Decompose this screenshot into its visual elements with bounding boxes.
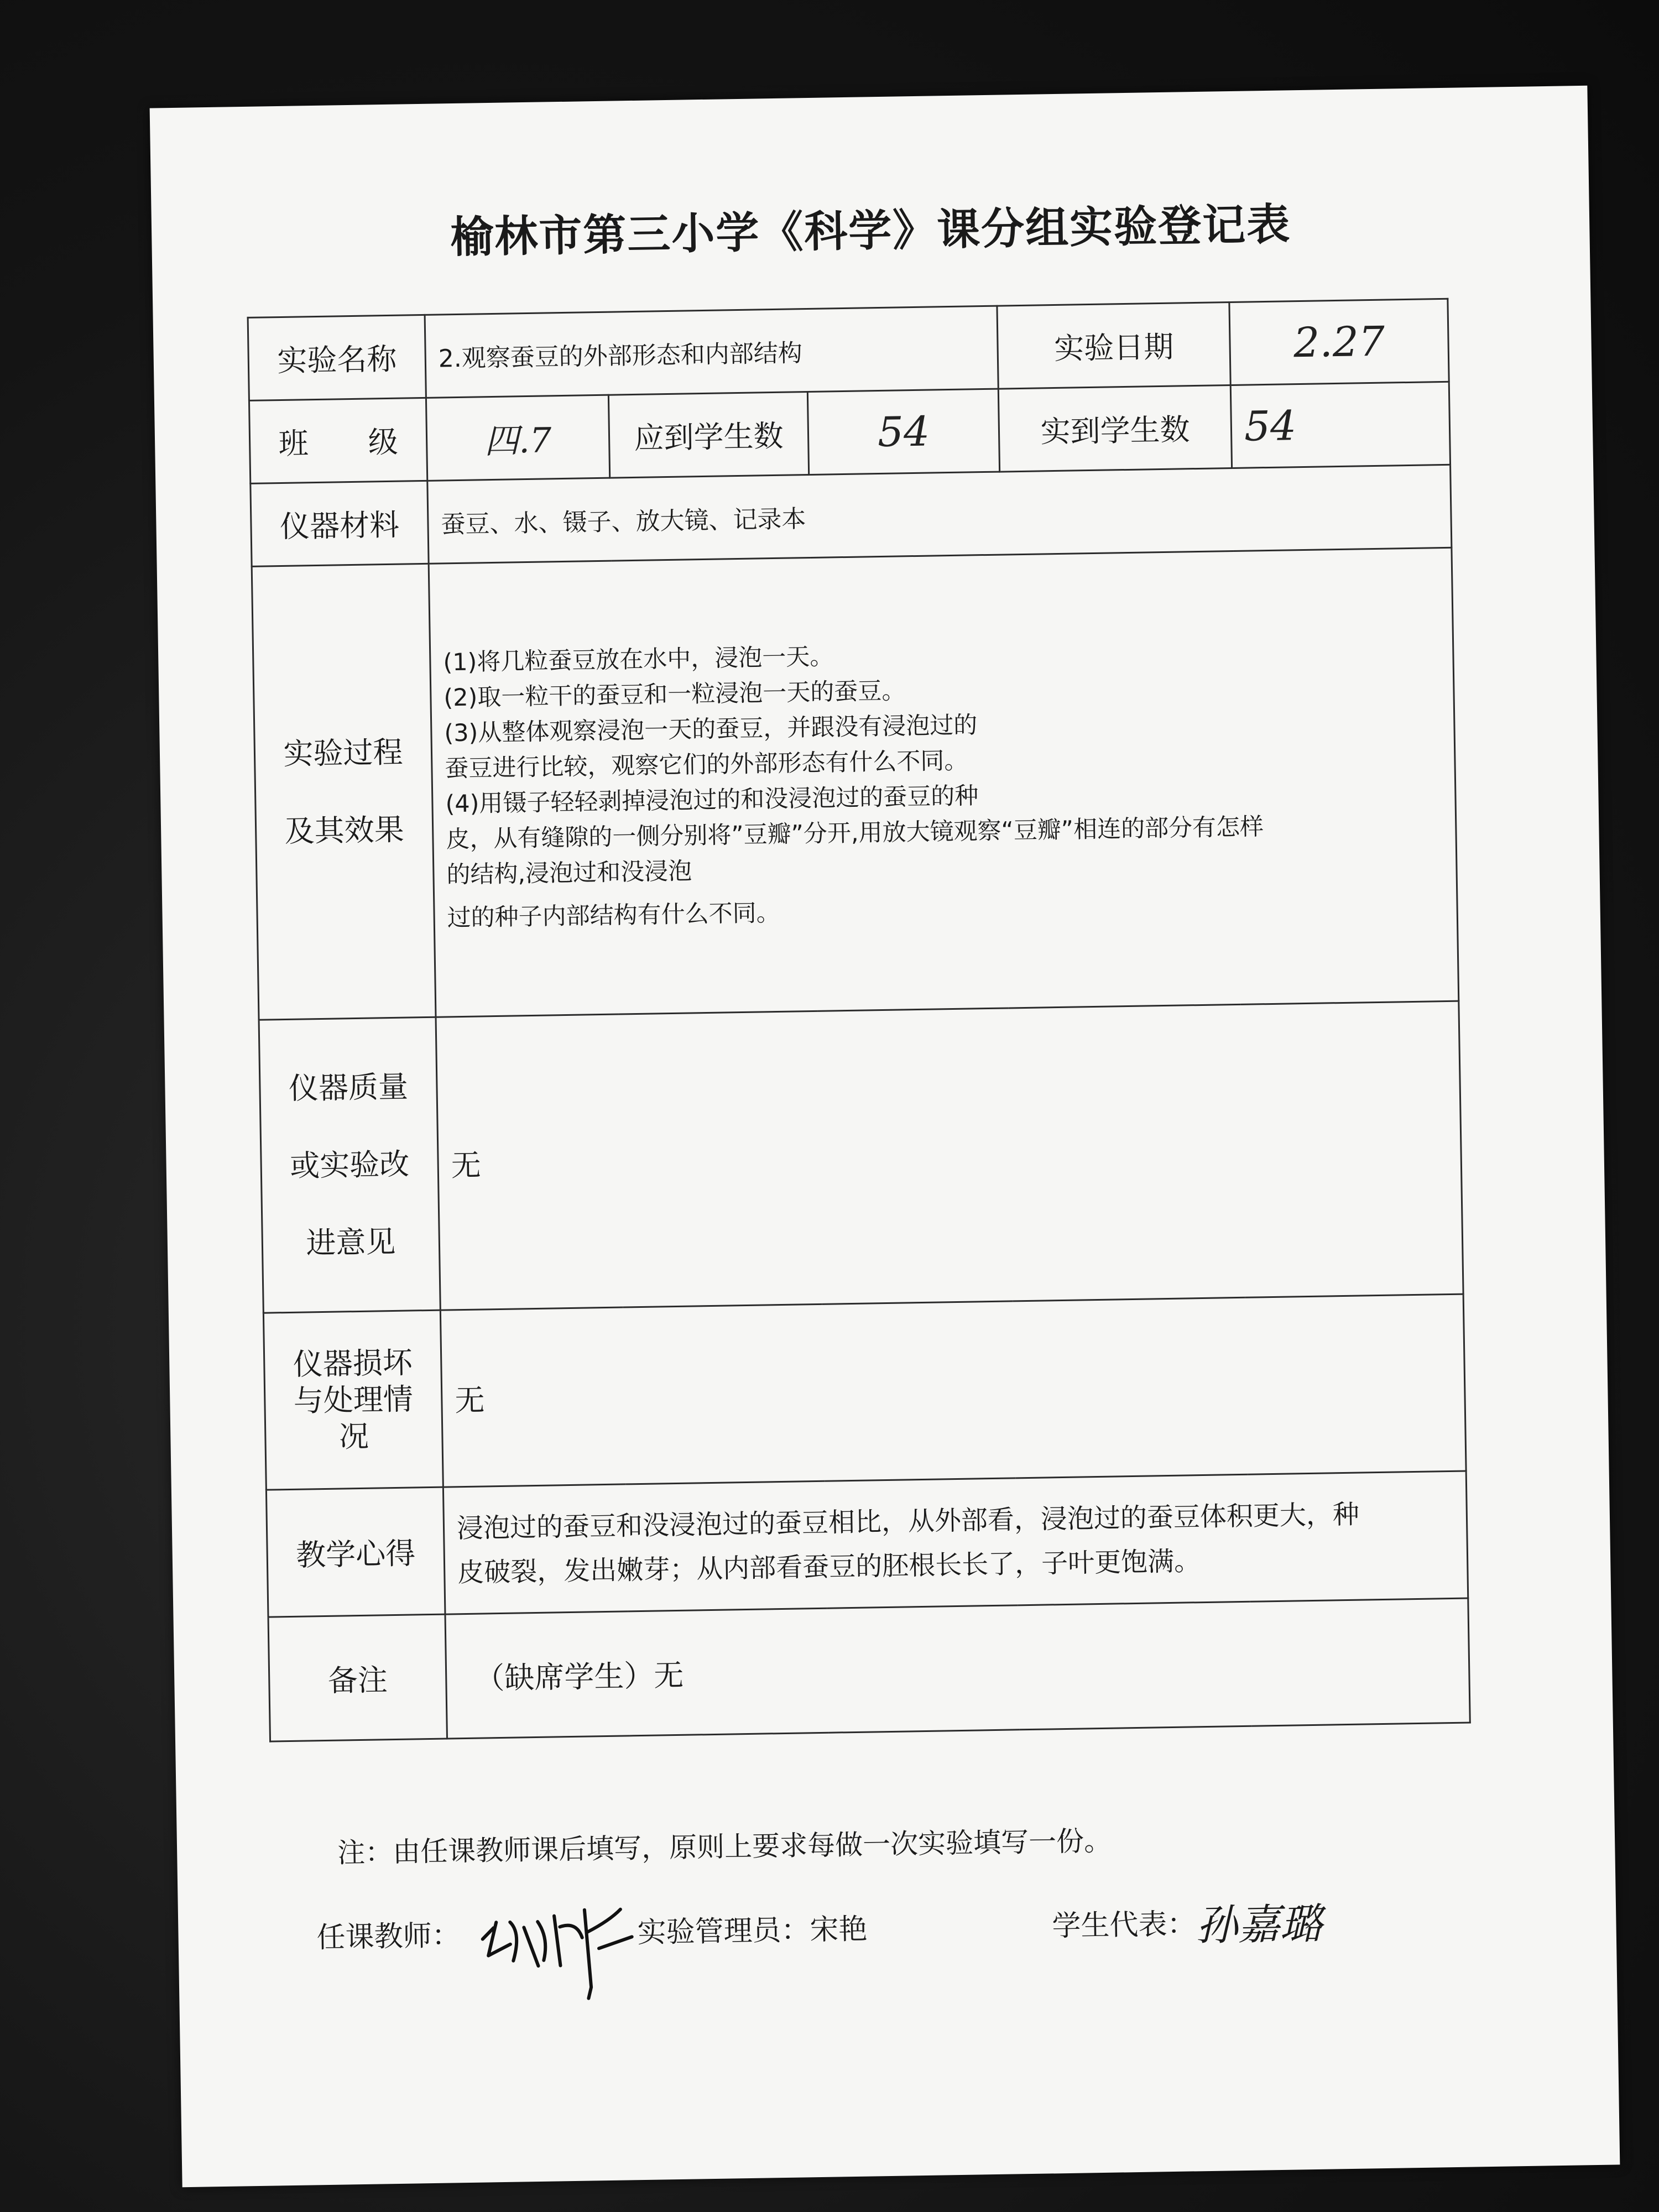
row-teaching (266, 1471, 1468, 1617)
paper-sheet (150, 86, 1620, 2187)
remarks-label: 备注 (268, 1614, 447, 1741)
expected-students-label: 应到学生数 (608, 392, 808, 478)
experiment-form-table (247, 298, 1471, 1743)
expected-students-value: 54 (807, 389, 999, 474)
materials-label: 仪器材料 (251, 481, 429, 566)
class-label: 班 级 (249, 398, 427, 483)
manager-name: 宋艳 (810, 1912, 868, 1947)
process-label-line-2: 及其效果 (284, 812, 405, 849)
quality-value: 无 (436, 1001, 1463, 1310)
form-title: 榆林市第三小学《科学》课分组实验登记表 (450, 200, 1291, 263)
student-rep-label: 学生代表： (1052, 1907, 1196, 1943)
row-process (252, 547, 1459, 1020)
experiment-name-label: 实验名称 (248, 315, 426, 400)
damage-label-line-1: 仪器损坏 (293, 1344, 413, 1382)
process-content (429, 547, 1459, 1017)
experiment-date-value: 2.27 (1229, 299, 1449, 385)
quality-label-line-1: 仪器质量 (288, 1069, 409, 1106)
row-remarks (268, 1598, 1470, 1741)
damage-label (263, 1310, 443, 1490)
process-line: (3)从整体观察浸泡一天的蚕豆，并跟没有浸泡过的 (444, 711, 978, 747)
class-value: 四.7 (426, 395, 609, 481)
teaching-value (443, 1471, 1468, 1614)
actual-students-value: 54 (1230, 382, 1450, 468)
footnote: 注：由任课教师课后填写，原则上要求每做一次实验填写一份。 (337, 1824, 1112, 1869)
teacher-signature (471, 1887, 660, 2011)
quality-label (259, 1017, 440, 1313)
teaching-line: 皮破裂，发出嫩芽；从内部看蚕豆的胚根长长了，子叶更饱满。 (457, 1545, 1201, 1588)
quality-label-line-2: 或实验改 (289, 1146, 410, 1183)
teaching-label: 教学心得 (266, 1487, 445, 1617)
teacher-label: 任课教师： (316, 1919, 461, 1955)
damage-label-line-2: 与处理情 (293, 1381, 414, 1418)
row-quality (259, 1001, 1463, 1313)
damage-label-line-3: 况 (338, 1418, 369, 1454)
experiment-name-value: 2.观察蚕豆的外部形态和内部结构 (425, 306, 998, 398)
process-line: (1)将几粒蚕豆放在水中，浸泡一天。 (443, 642, 834, 676)
actual-students-label: 实到学生数 (998, 385, 1232, 472)
process-line: 蚕豆进行比较，观察它们的外部形态有什么不同。 (445, 747, 968, 782)
process-line: 过的种子内部结构有什么不同。 (447, 899, 781, 932)
quality-label-line-3: 进意见 (305, 1224, 396, 1260)
damage-value: 无 (440, 1294, 1466, 1487)
materials-value: 蚕豆、水、镊子、放大镜、记录本 (427, 465, 1452, 564)
student-rep-signature: 孙嘉璐 (1195, 1898, 1323, 1950)
process-label-line-1: 实验过程 (283, 734, 403, 771)
process-line: 皮，从有缝隙的一侧分别将”豆瓣”分开,用放大镜观察“豆瓣”相连的部分有怎样 (446, 812, 1264, 853)
experiment-date-label: 实验日期 (997, 302, 1230, 389)
process-line: (4)用镊子轻轻剥掉浸泡过的和没浸泡过的蚕豆的种 (445, 781, 979, 818)
process-line: 的结构,浸泡过和没浸泡 (446, 857, 692, 889)
row-damage (263, 1294, 1466, 1490)
remarks-value: （缺席学生）无 (445, 1598, 1470, 1739)
process-line: (2)取一粒干的蚕豆和一粒浸泡一天的蚕豆。 (444, 676, 906, 712)
manager-label: 实验管理员： (637, 1913, 811, 1950)
process-label (252, 564, 436, 1020)
teaching-line: 浸泡过的蚕豆和没浸泡过的蚕豆相比，从外部看，浸泡过的蚕豆体积更大，种 (456, 1499, 1360, 1544)
manager-signature-block (637, 1906, 868, 1951)
